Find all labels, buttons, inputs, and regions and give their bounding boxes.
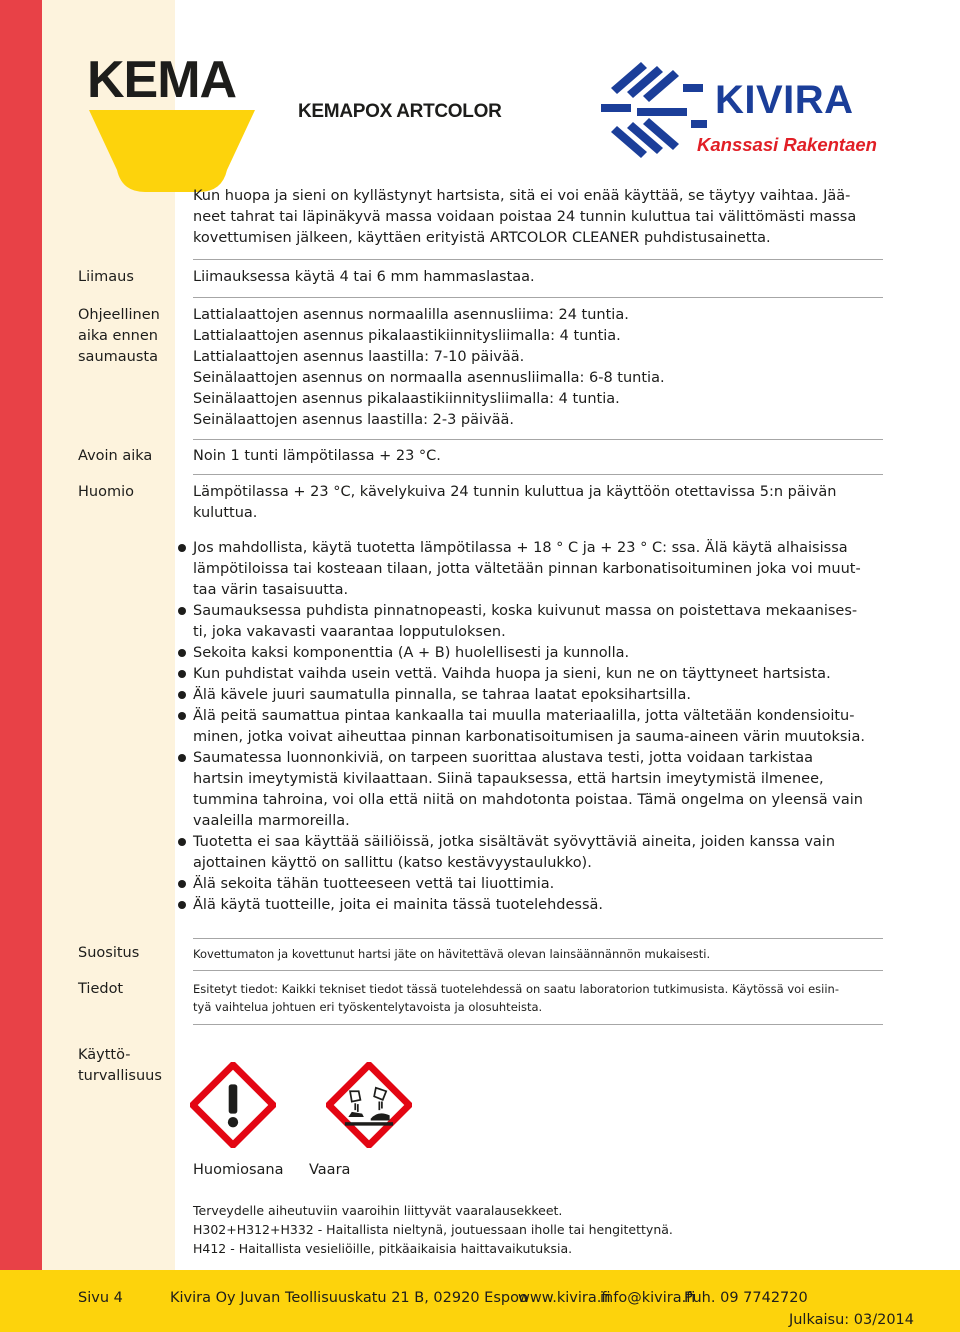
footer-phone: Puh. 09 7742720 xyxy=(684,1290,808,1306)
bullet-icon xyxy=(178,901,186,909)
suositus-text: Kovettumaton ja kovettunut hartsi jäte on hävitettävä olevan lainsäännännön mukaisesti. xyxy=(193,947,711,961)
hazard-line: Terveydelle aiheutuviin vaaroihin liittyvät vaaralausekkeet. xyxy=(193,1203,563,1218)
label-tiedot: Tiedot xyxy=(78,981,124,997)
hazard-line: H302+H312+H332 - Haitallista nieltynä, joutuessaan iholle tai hengitettynä. xyxy=(193,1222,673,1237)
bullet-icon xyxy=(178,649,186,657)
hazard-line: H412 - Haitallista vesieliöille, pitkäaikaisia haittavaikutuksia. xyxy=(193,1241,573,1256)
kivira-wordmark: KIVIRA xyxy=(715,78,854,122)
bullet-icon xyxy=(178,754,186,762)
list-item xyxy=(178,832,888,874)
list-item xyxy=(178,601,888,643)
label-liimaus: Liimaus xyxy=(78,269,134,285)
section-divider xyxy=(193,938,883,939)
saumaus-aika-line: Seinälaattojen asennus laastilla: 2-3 päivää. xyxy=(193,412,514,428)
bullet-icon xyxy=(178,712,186,720)
list-item xyxy=(178,874,888,895)
intro-line: Kun huopa ja sieni on kyllästynyt hartsista, sitä ei voi enää käyttää, se täytyy vaihtaa. Jää- xyxy=(193,188,851,204)
list-item xyxy=(178,895,888,916)
bullet-line: hartsin imeytymistä kivilaattaan. Siinä tapauksessa, että hartsin imeytymistä ilmenee, xyxy=(193,771,824,787)
bullet-line: ajottainen käyttö on sallittu (katso kestävyystaulukko). xyxy=(193,855,592,871)
label-line: turvallisuus xyxy=(78,1068,162,1084)
bullet-line: Jos mahdollista, käytä tuotetta lämpötilassa + 18 ° C ja + 23 ° C: ssa. Älä käytä alhaisissa xyxy=(193,540,848,556)
symbol-label-huomiosana: Huomiosana xyxy=(193,1162,284,1178)
huomio-text xyxy=(193,482,885,524)
footer-email-link[interactable]: info@kivira.fi xyxy=(600,1290,696,1306)
huomio-bullet-list xyxy=(178,538,888,916)
label-huomio: Huomio xyxy=(78,484,134,500)
bullet-icon xyxy=(178,670,186,678)
bullet-line: Älä peitä saumattua pintaa kankaalla tai muulla materiaalilla, jotta vältetään kondensioitu- xyxy=(193,708,855,724)
label-kayttoturvallisuus xyxy=(78,1045,162,1087)
saumaus-aika-line: Seinälaattojen asennus pikalaastikiinnitysliimalla: 4 tuntia. xyxy=(193,391,620,407)
label-line: Ohjeellinen xyxy=(78,307,160,323)
bullet-line: Älä käytä tuotteille, joita ei mainita tässä tuotelehdessä. xyxy=(193,897,603,913)
publication-date: Julkaisu: 03/2014 xyxy=(788,1312,914,1328)
liimaus-text: Liimauksessa käytä 4 tai 6 mm hammaslastaa. xyxy=(193,269,535,285)
huomio-line: kuluttua. xyxy=(193,505,258,521)
bullet-icon xyxy=(178,838,186,846)
bullet-line: ti, joka vakavasti vaarantaa lopputuloksen. xyxy=(193,624,506,640)
symbol-label-vaara: Vaara xyxy=(309,1162,351,1178)
saumaus-aika-line: Seinälaattojen asennus on normaalla asennusliimalla: 6-8 tuntia. xyxy=(193,370,665,386)
tiedot-text xyxy=(193,980,885,1016)
section-divider xyxy=(193,259,883,260)
section-divider xyxy=(193,474,883,475)
label-suositus: Suositus xyxy=(78,945,140,961)
list-item xyxy=(178,706,888,748)
bullet-icon xyxy=(178,544,186,552)
avoin-aika-text: Noin 1 tunti lämpötilassa + 23 °C. xyxy=(193,448,441,464)
huomio-line: Lämpötilassa + 23 °C, kävelykuiva 24 tunnin kuluttua ja käyttöön otettavissa 5:n päivän xyxy=(193,484,837,500)
tiedot-line: Esitetyt tiedot: Kaikki tekniset tiedot tässä tuotelehdessä on saatu laboratorion tutkimusista. Käytössä voi esiin- xyxy=(193,982,839,996)
intro-line: neet tahrat tai läpinäkyvä massa voidaan poistaa 24 tunnin kuluttua tai välittömästi massa xyxy=(193,209,857,225)
label-line: Käyttö- xyxy=(78,1047,131,1063)
label-avoin-aika: Avoin aika xyxy=(78,448,153,464)
bullet-line: vaaleilla marmoreilla. xyxy=(193,813,350,829)
label-line: saumausta xyxy=(78,349,158,365)
bullet-line: Sekoita kaksi komponenttia (A + B) huolellisesti ja kunnolla. xyxy=(193,645,630,661)
intro-paragraph xyxy=(193,186,885,249)
footer-company-address: Kivira Oy Juvan Teollisuuskatu 21 B, 02920 Espoo xyxy=(170,1290,528,1306)
footer-web-link[interactable]: www.kivira.fi xyxy=(518,1290,611,1306)
section-divider xyxy=(193,970,883,971)
section-divider xyxy=(193,297,883,298)
list-item xyxy=(178,538,888,601)
bullet-line: Saumatessa luonnonkiviä, on tarpeen suorittaa alustava testi, jotta voidaan tarkistaa xyxy=(193,750,813,766)
hazard-statements xyxy=(193,1201,885,1258)
label-line: aika ennen xyxy=(78,328,158,344)
bullet-icon xyxy=(178,607,186,615)
corrosion-icon xyxy=(326,1062,412,1148)
section-divider xyxy=(193,1024,883,1025)
kivira-cross-mark xyxy=(597,58,709,158)
label-saumaus-aika xyxy=(78,305,160,368)
kivira-logo xyxy=(597,58,897,168)
list-item xyxy=(178,643,888,664)
exclamation-mark-icon xyxy=(190,1062,276,1148)
bullet-icon xyxy=(178,880,186,888)
bullet-line: tummina tahroina, voi olla että niitä on mahdotonta poistaa. Tämä ongelma on yleensä vain xyxy=(193,792,863,808)
bullet-icon xyxy=(178,691,186,699)
kema-logo-shape xyxy=(89,110,255,192)
bullet-line: taa värin tasaisuutta. xyxy=(193,582,349,598)
bullet-line: minen, jotka voivat aiheuttaa pinnan karbonatisoitumisen ja sauma-aineen värin muutoksia. xyxy=(193,729,865,745)
product-title: KEMAPOX ARTCOLOR xyxy=(298,101,502,122)
kivira-tagline: Kanssasi Rakentaen xyxy=(697,134,877,155)
saumaus-aika-line: Lattialaattojen asennus pikalaastikiinnitysliimalla: 4 tuntia. xyxy=(193,328,621,344)
intro-line: kovettumisen jälkeen, käyttäen erityistä ARTCOLOR CLEANER puhdistusainetta. xyxy=(193,230,771,246)
bullet-line: Saumauksessa puhdista pinnatnopeasti, koska kuivunut massa on poistettava mekaanises- xyxy=(193,603,858,619)
saumaus-aika-line: Lattialaattojen asennus laastilla: 7-10 päivää. xyxy=(193,349,525,365)
bullet-line: Älä kävele juuri saumatulla pinnalla, se tahraa laatat epoksihartsilla. xyxy=(193,687,691,703)
tiedot-line: tyä vaihtelua johtuen eri työskentelytavoista ja olosuhteista. xyxy=(193,1000,543,1014)
kema-logo xyxy=(87,50,257,190)
bullet-line: Tuotetta ei saa käyttää säiliöissä, jotka sisältävät syövyttäviä aineita, joiden kanssa vain xyxy=(193,834,836,850)
list-item xyxy=(178,748,888,832)
saumaus-aika-line: Lattialaattojen asennus normaalilla asennusliima: 24 tuntia. xyxy=(193,307,629,323)
section-divider xyxy=(193,439,883,440)
bullet-line: Kun puhdistat vaihda usein vettä. Vaihda huopa ja sieni, kun ne on täyttyneet hartsista. xyxy=(193,666,831,682)
list-item xyxy=(178,685,888,706)
footer-page-number: Sivu 4 xyxy=(78,1290,123,1306)
kema-wordmark: KEMA xyxy=(87,51,237,109)
bullet-line: lämpötiloissa tai kosteaan tilaan, jotta vältetään pinnan karbonatisoituminen joka voi muut- xyxy=(193,561,861,577)
bullet-line: Älä sekoita tähän tuotteeseen vettä tai liuottimia. xyxy=(193,876,555,892)
left-red-bar xyxy=(0,0,42,1270)
saumaus-aika-list xyxy=(193,305,885,431)
list-item xyxy=(178,664,888,685)
